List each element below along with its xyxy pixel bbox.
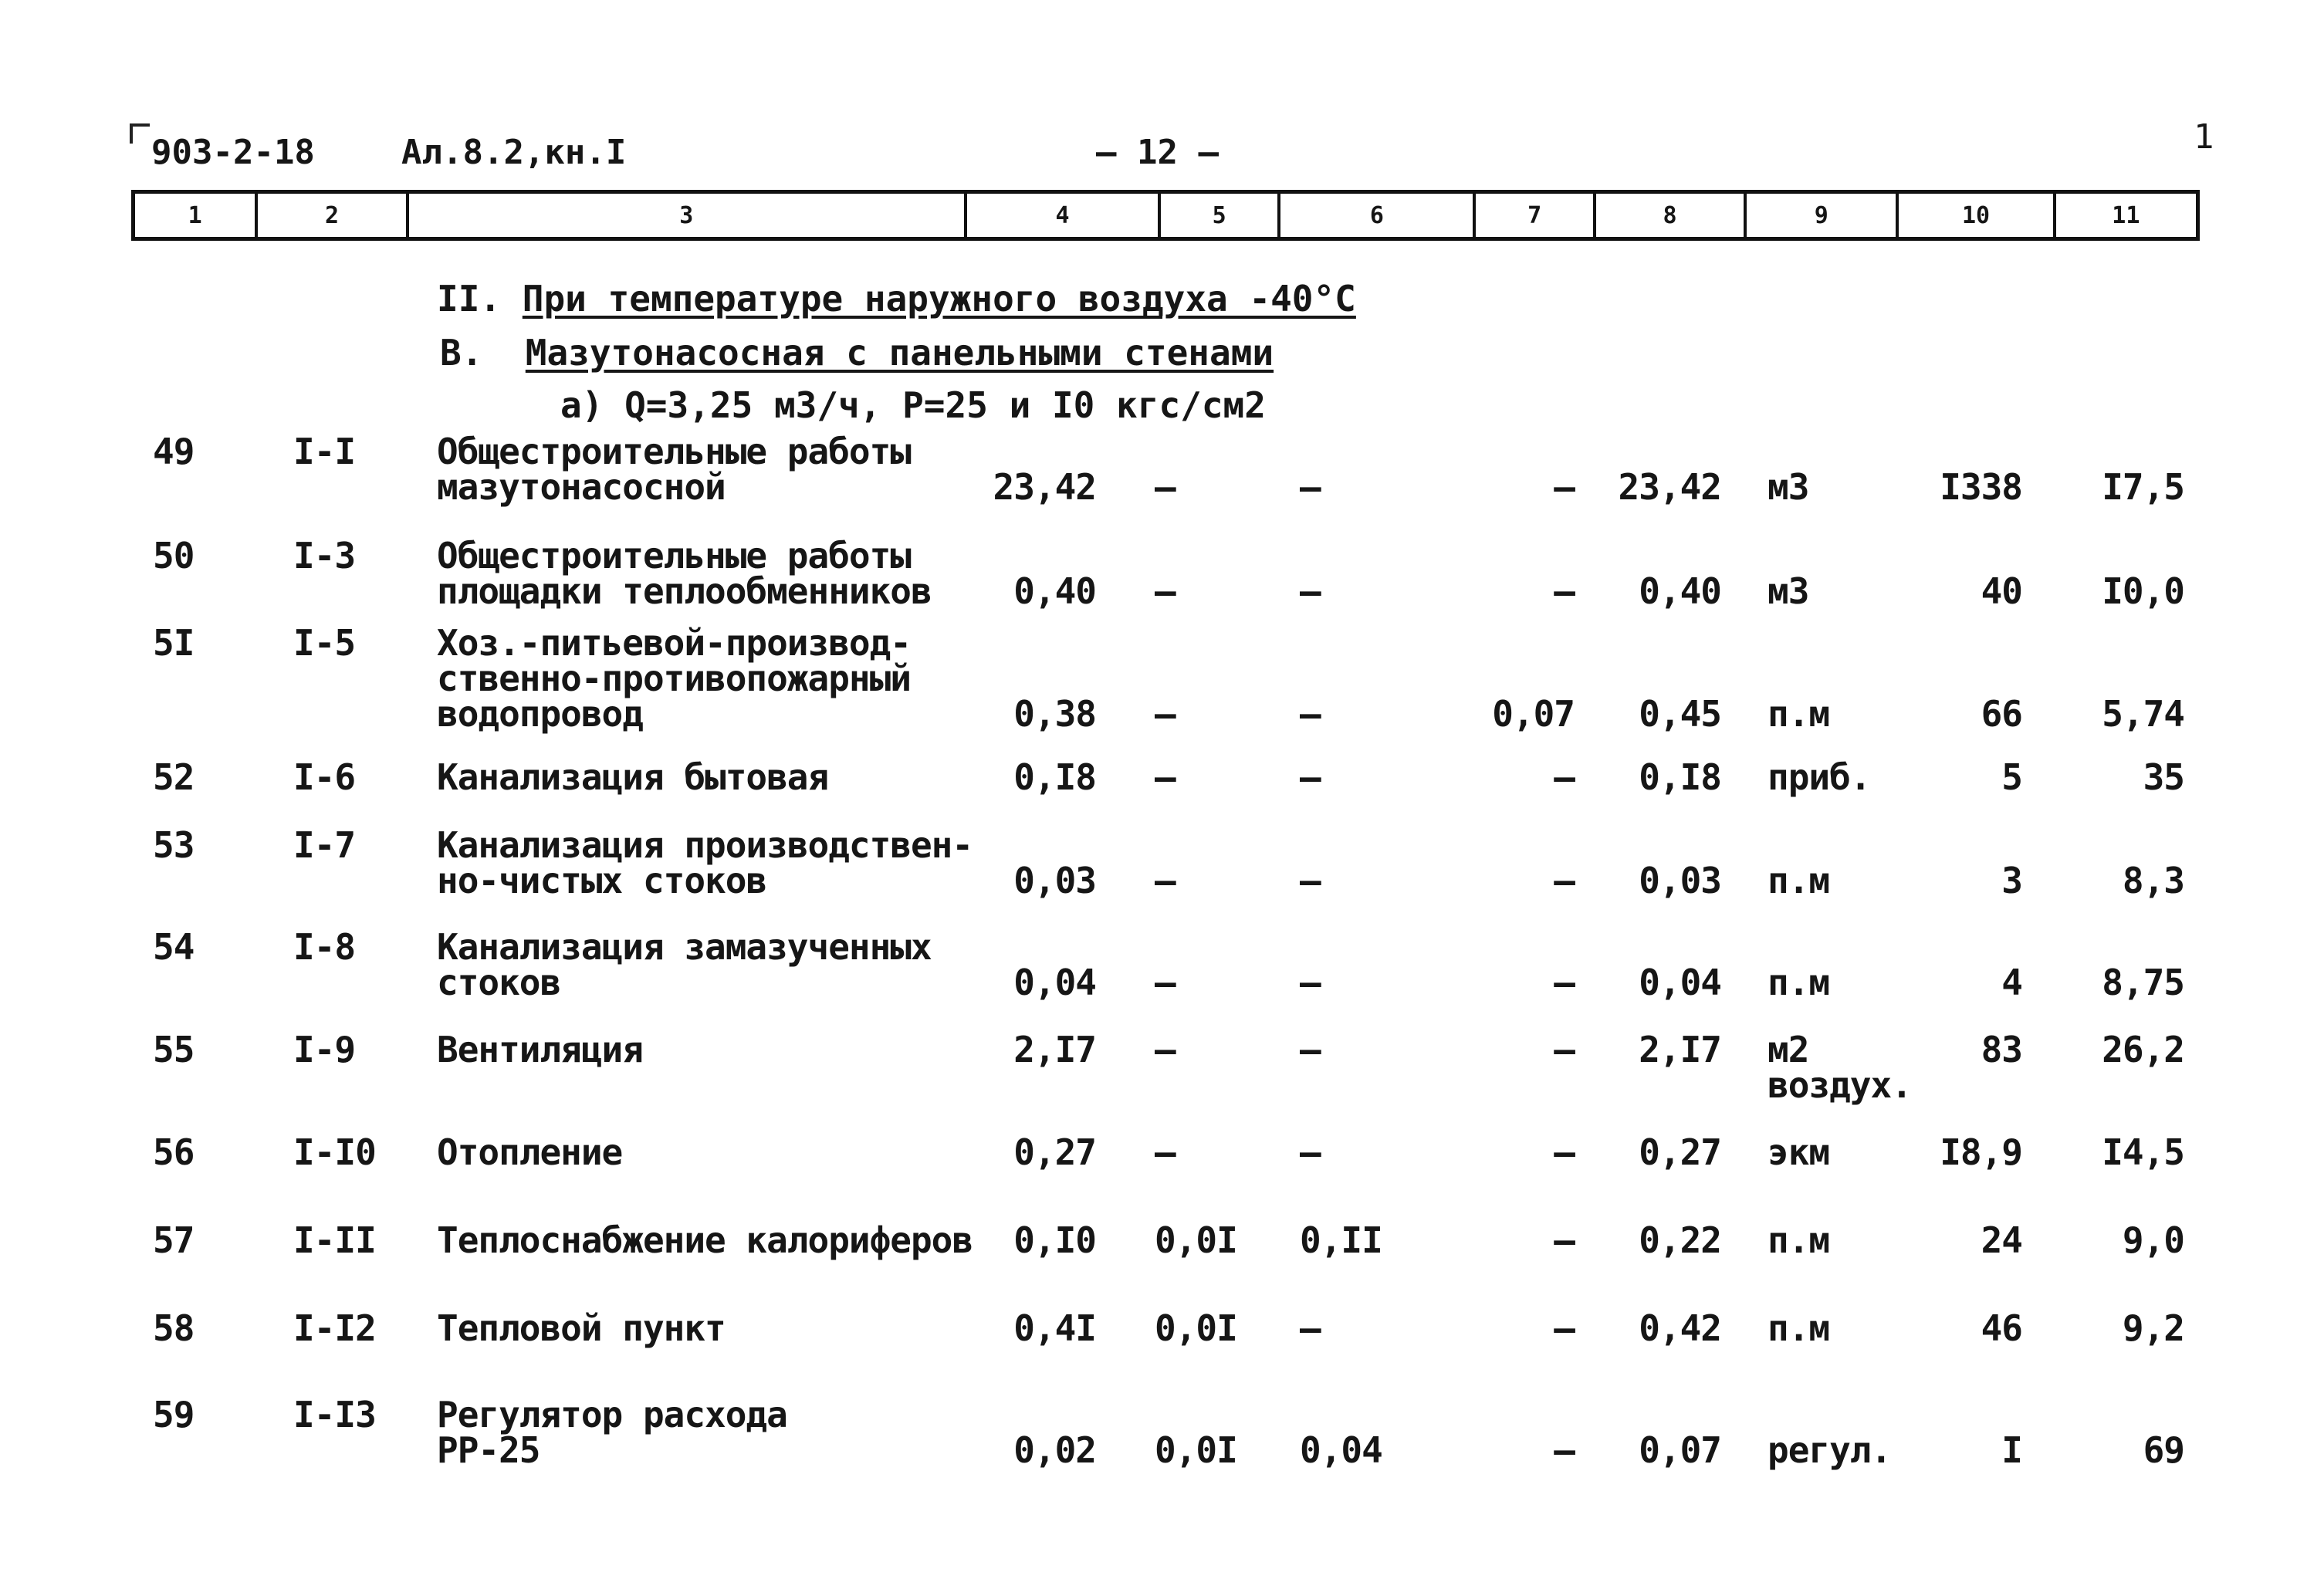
row-name-line: Канализация бытовая <box>437 756 829 798</box>
column-header-4: 4 <box>967 194 1161 237</box>
row-value-c5: – <box>1155 860 1176 901</box>
row-value-c5: – <box>1155 570 1176 612</box>
column-header-1: 1 <box>135 194 258 237</box>
row-value-c10: 3 <box>2001 860 2022 901</box>
row-value-c5: 0,0I <box>1155 1307 1237 1349</box>
column-header-11: 11 <box>2112 201 2140 229</box>
album-reference: Ал.8.2,кн.I <box>401 133 627 172</box>
row-value-c7: – <box>1554 570 1575 612</box>
row-value-c4: 0,27 <box>1013 1131 1096 1173</box>
row-unit: м3 <box>1768 570 1809 612</box>
row-value-c5: – <box>1155 693 1176 735</box>
row-value-c10: 24 <box>1981 1219 2022 1261</box>
row-value-c8: 0,40 <box>1639 570 1721 612</box>
column-header-10: 10 <box>1899 194 2055 237</box>
row-value-c11: 9,0 <box>2122 1219 2184 1261</box>
row-value-c7: – <box>1554 1307 1575 1349</box>
row-name-line: Хоз.-питьевой-производ- <box>437 622 911 664</box>
row-name-line: Канализация производствен- <box>437 824 973 866</box>
row-value-c7: – <box>1554 1219 1575 1261</box>
row-name-line: площадки теплообменников <box>437 570 932 612</box>
row-code: I-II <box>293 1219 376 1261</box>
row-unit: регул. <box>1768 1429 1892 1471</box>
row-value-c4: 0,02 <box>1013 1429 1096 1471</box>
row-value-c6: – <box>1300 570 1321 612</box>
row-name-line: Теплоснабжение калориферов <box>437 1219 973 1261</box>
row-name-line: водопровод <box>437 693 643 735</box>
column-header-3: 3 <box>409 194 967 237</box>
row-value-c8: 0,04 <box>1639 962 1721 1003</box>
row-code: I-9 <box>293 1029 356 1070</box>
row-unit: м3 <box>1768 466 1809 508</box>
row-unit: приб. <box>1768 756 1871 798</box>
row-value-c6: – <box>1300 1029 1321 1070</box>
row-value-c10: 5 <box>2001 756 2022 798</box>
row-name-line: Общестроительные работы <box>437 431 911 472</box>
row-name-line: Общестроительные работы <box>437 535 911 577</box>
row-unit: п.м <box>1768 860 1830 901</box>
section-title: При температуре наружного воздуха -40°С <box>522 278 1356 320</box>
row-value-c5: – <box>1155 756 1176 798</box>
row-value-c6: – <box>1300 962 1321 1003</box>
section-heading <box>437 279 1356 318</box>
row-value-c10: 4 <box>2001 962 2022 1003</box>
subsection-letter: В. <box>440 332 483 374</box>
row-value-c7: – <box>1554 860 1575 901</box>
column-header-7: 7 <box>1476 194 1595 237</box>
row-value-c11: 5,74 <box>2102 693 2184 735</box>
row-value-c4: 0,03 <box>1013 860 1096 901</box>
row-number: 52 <box>153 756 195 798</box>
sheet-corner-number: 1 <box>2194 117 2214 157</box>
row-value-c5: – <box>1155 962 1176 1003</box>
row-value-c6: – <box>1300 756 1321 798</box>
row-value-c8: 0,03 <box>1639 860 1721 901</box>
row-unit: экм <box>1768 1131 1830 1173</box>
row-value-c6: – <box>1300 693 1321 735</box>
document-code: 903-2-18 <box>151 133 315 172</box>
row-value-c10: 83 <box>1981 1029 2022 1070</box>
row-value-c6: 0,II <box>1300 1219 1382 1261</box>
row-value-c5: 0,0I <box>1155 1429 1237 1471</box>
row-value-c8: 0,42 <box>1639 1307 1721 1349</box>
row-code: I-I0 <box>293 1131 376 1173</box>
corner-mark-bracket <box>130 123 150 144</box>
row-code: I-I <box>293 431 356 472</box>
row-number: 53 <box>153 824 195 866</box>
row-unit: п.м <box>1768 693 1830 735</box>
row-name-line: мазутонасосной <box>437 466 726 508</box>
row-code: I-8 <box>293 926 356 968</box>
row-value-c11: I0,0 <box>2102 570 2184 612</box>
row-value-c4: 0,40 <box>1013 570 1096 612</box>
column-header-9: 9 <box>1747 194 1899 237</box>
row-name-line: Вентиляция <box>437 1029 643 1070</box>
row-value-c11: 8,3 <box>2122 860 2184 901</box>
row-unit: воздух. <box>1768 1064 1912 1106</box>
row-value-c11: I4,5 <box>2102 1131 2184 1173</box>
row-value-c11: 69 <box>2143 1429 2184 1471</box>
subsection-title: Мазутонасосная с панельными стенами <box>525 332 1274 374</box>
row-number: 58 <box>153 1307 195 1349</box>
row-name-line: Тепловой пункт <box>437 1307 726 1349</box>
row-value-c7: – <box>1554 1029 1575 1070</box>
row-unit: п.м <box>1768 1307 1830 1349</box>
row-number: 57 <box>153 1219 195 1261</box>
row-number: 54 <box>153 926 195 968</box>
row-name-line: РР-25 <box>437 1429 540 1471</box>
row-value-c6: – <box>1300 1131 1321 1173</box>
row-number: 59 <box>153 1394 195 1435</box>
row-value-c7: – <box>1554 756 1575 798</box>
row-value-c4: 0,4I <box>1013 1307 1096 1349</box>
row-value-c7: – <box>1554 962 1575 1003</box>
row-value-c11: 26,2 <box>2102 1029 2184 1070</box>
row-code: I-I2 <box>293 1307 376 1349</box>
row-value-c11: 35 <box>2143 756 2184 798</box>
row-name-line: но-чистых стоков <box>437 860 767 901</box>
row-value-c8: 0,I8 <box>1639 756 1721 798</box>
row-value-c8: 0,45 <box>1639 693 1721 735</box>
row-value-c10: 46 <box>1981 1307 2022 1349</box>
row-number: 50 <box>153 535 195 577</box>
subsection-heading <box>440 333 1274 372</box>
row-name-line: Регулятор расхода <box>437 1394 787 1435</box>
row-value-c10: I338 <box>1940 466 2022 508</box>
row-value-c7: – <box>1554 1429 1575 1471</box>
row-value-c7: – <box>1554 466 1575 508</box>
row-value-c4: 0,04 <box>1013 962 1096 1003</box>
row-name-line: ственно-противопожарный <box>437 658 911 699</box>
row-value-c10: 66 <box>1981 693 2022 735</box>
row-number: 56 <box>153 1131 195 1173</box>
row-value-c11: I7,5 <box>2102 466 2184 508</box>
row-code: I-6 <box>293 756 356 798</box>
row-value-c4: 0,I0 <box>1013 1219 1096 1261</box>
row-value-c8: 0,07 <box>1639 1429 1721 1471</box>
row-name-line: Канализация замазученных <box>437 926 932 968</box>
row-value-c8: 0,22 <box>1639 1219 1721 1261</box>
row-value-c4: 23,42 <box>993 466 1096 508</box>
row-value-c11: 8,75 <box>2102 962 2184 1003</box>
row-value-c5: – <box>1155 466 1176 508</box>
row-value-c10: I <box>2001 1429 2022 1471</box>
row-unit: п.м <box>1768 1219 1830 1261</box>
row-value-c6: 0,04 <box>1300 1429 1382 1471</box>
row-name-line: стоков <box>437 962 561 1003</box>
row-name-line: Отопление <box>437 1131 623 1173</box>
row-value-c10: I8,9 <box>1940 1131 2022 1173</box>
row-value-c4: 0,38 <box>1013 693 1096 735</box>
row-code: I-3 <box>293 535 356 577</box>
section-number: II. <box>437 278 502 320</box>
row-value-c5: – <box>1155 1131 1176 1173</box>
row-value-c5: – <box>1155 1029 1176 1070</box>
row-value-c4: 0,I8 <box>1013 756 1096 798</box>
row-unit: п.м <box>1768 962 1830 1003</box>
row-number: 55 <box>153 1029 195 1070</box>
row-value-c5: 0,0I <box>1155 1219 1237 1261</box>
condition-line: а) Q=3,25 м3/ч, Р=25 и I0 кгс/см2 <box>560 384 1266 426</box>
row-code: I-I3 <box>293 1394 376 1435</box>
column-header-6: 6 <box>1280 194 1476 237</box>
row-value-c8: 0,27 <box>1639 1131 1721 1173</box>
row-value-c11: 9,2 <box>2122 1307 2184 1349</box>
row-code: I-5 <box>293 622 356 664</box>
row-value-c4: 2,I7 <box>1013 1029 1096 1070</box>
row-value-c6: – <box>1300 1307 1321 1349</box>
row-value-c10: 40 <box>1981 570 2022 612</box>
column-header-5: 5 <box>1161 194 1280 237</box>
row-value-c6: – <box>1300 466 1321 508</box>
column-number-header <box>131 190 2200 241</box>
row-value-c6: – <box>1300 860 1321 901</box>
column-header-8: 8 <box>1596 194 1747 237</box>
row-code: I-7 <box>293 824 356 866</box>
row-value-c7: 0,07 <box>1492 693 1575 735</box>
row-value-c8: 23,42 <box>1618 466 1721 508</box>
page-number: — 12 — <box>1096 133 1219 172</box>
column-header-2: 2 <box>258 194 408 237</box>
row-unit: м2 <box>1768 1029 1809 1070</box>
row-value-c8: 2,I7 <box>1639 1029 1721 1070</box>
row-value-c7: – <box>1554 1131 1575 1173</box>
row-number: 49 <box>153 431 195 472</box>
row-number: 5I <box>153 622 195 664</box>
